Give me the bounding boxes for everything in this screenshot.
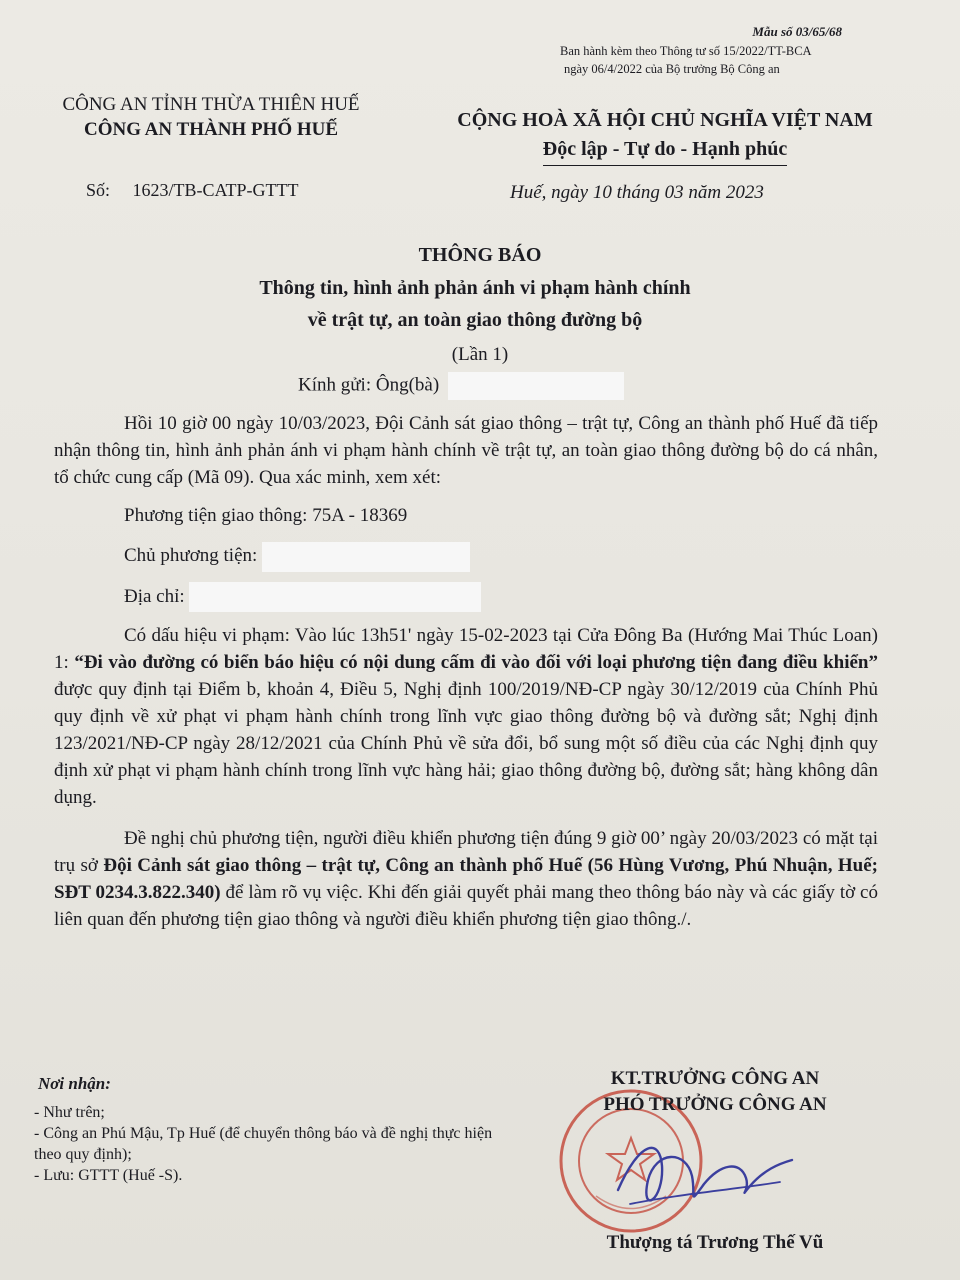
document-title: THÔNG BÁO <box>418 244 542 266</box>
recipient-item: - Công an Phú Mậu, Tp Huế (để chuyển thông báo và đề nghị thực hiện theo quy định); <box>34 1125 493 1163</box>
subtitle-line1: Thông tin, hình ảnh phản ánh vi phạm hành chính <box>259 277 691 299</box>
summons-paragraph <box>54 825 878 933</box>
document-subtitle <box>0 272 950 336</box>
subtitle-line2: về trật tự, an toàn giao thông đường bộ <box>307 309 643 331</box>
form-note-line1: Ban hành kèm theo Thông tư số 15/2022/TT-BCA <box>560 44 812 58</box>
violation-legal-basis: được quy định tại Điểm b, khoản 4, Điều 5, Nghị định 100/2019/NĐ-CP ngày 30/12/2019 của Chính Phủ quy định về xử phạt vi phạm hành chính trong lĩnh vực giao thông đường bộ và đường sắt; Nghị định 123/2021/NĐ-CP ngày 28/12/2021 của Chính Phủ về sửa đổi, bổ sung một số điều của các Nghị định quy định xử phạt vi phạm hành chính trong lĩnh vực hàng hải; giao thông đường bộ, đường sắt; hàng không dân dụng. <box>54 679 878 809</box>
recipient-label: Kính gửi: Ông(bà) <box>298 374 440 396</box>
summons-location: Đội Cảnh sát giao thông – trật tự, Công an thành phố Huế (56 Hùng Vương, Phú Nhuận, Huế; SĐT 0234.3.822.340) <box>54 855 878 904</box>
address-label: Địa chỉ: <box>124 585 185 607</box>
recipient-item: - Như trên; <box>34 1104 105 1121</box>
document-number <box>86 180 299 201</box>
nation-name: CỘNG HOÀ XÃ HỘI CHỦ NGHĨA VIỆT NAM <box>457 109 873 131</box>
signature-line2: PHÓ TRƯỞNG CÔNG AN <box>603 1094 827 1115</box>
violation-intro: Có dấu hiệu vi phạm: Vào lúc 13h51' ngày 15-02-2023 tại Cửa Đông Ba (Hướng Mai Thúc Loan) 1: <box>54 625 878 674</box>
national-motto: Độc lập - Tự do - Hạnh phúc <box>543 135 787 166</box>
vehicle-field <box>124 501 878 531</box>
redacted-owner-name <box>262 542 470 572</box>
national-header <box>420 106 910 166</box>
notice-body <box>54 410 878 933</box>
summons-intro: Đề nghị chủ phương tiện, người điều khiển phương tiện đúng 9 giờ 00’ ngày 20/03/2023 có mặt tại trụ sở <box>54 828 878 877</box>
form-note <box>560 42 890 78</box>
vehicle-plate: 75A - 18369 <box>312 505 408 526</box>
recipient-line <box>298 372 624 400</box>
document-number-label: Số: <box>86 180 111 200</box>
owner-label: Chủ phương tiện: <box>124 545 258 566</box>
recipients-list <box>34 1102 494 1186</box>
document-number-value: 1623/TB-CATP-GTTT <box>132 180 299 200</box>
signature-line1: KT.TRƯỞNG CÔNG AN <box>610 1068 820 1089</box>
intro-paragraph: Hồi 10 giờ 00 ngày 10/03/2023, Đội Cảnh sát giao thông – trật tự, Công an thành phố Huế đã tiếp nhận thông tin, hình ảnh phản ánh vi phạm hành chính về trật tự, an toàn giao thông đường bộ do cá nhân, tổ chức cung cấp (Mã 09). Qua xác minh, xem xét: <box>54 413 878 488</box>
notice-round: (Lần 1) <box>451 344 509 365</box>
owner-field <box>124 541 878 572</box>
issuing-agency <box>26 92 396 142</box>
agency-name: CÔNG AN THÀNH PHỐ HUẾ <box>83 119 339 140</box>
redacted-recipient-name <box>448 372 624 400</box>
address-field <box>124 582 878 613</box>
vehicle-label: Phương tiện giao thông: <box>124 505 308 526</box>
parent-agency: CÔNG AN TỈNH THỪA THIÊN HUẾ <box>62 94 360 115</box>
redacted-address <box>189 582 481 612</box>
issue-date: Huế, ngày 10 tháng 03 năm 2023 <box>510 182 764 203</box>
form-number: Mẫu số 03/65/68 <box>752 24 842 39</box>
form-note-line2: ngày 06/4/2022 của Bộ trưởng Bộ Công an <box>564 62 780 76</box>
recipients-title: Nơi nhận: <box>38 1074 111 1093</box>
signer-name: Thượng tá Trương Thế Vũ <box>606 1232 824 1253</box>
summons-instructions: để làm rõ vụ việc. Khi đến giải quyết phải mang theo thông báo này và các giấy tờ có liên quan đến phương tiện giao thông và người điều khiển phương tiện giao thông./. <box>54 882 878 931</box>
violation-paragraph <box>54 622 878 811</box>
violation-description: “Đi vào đường có biển báo hiệu có nội dung cấm đi vào đối với loại phương tiện đang điều khiển” <box>74 652 878 674</box>
handwritten-signature <box>600 1120 800 1230</box>
recipient-item: - Lưu: GTTT (Huế -S). <box>34 1167 183 1184</box>
signature-title <box>550 1066 880 1118</box>
